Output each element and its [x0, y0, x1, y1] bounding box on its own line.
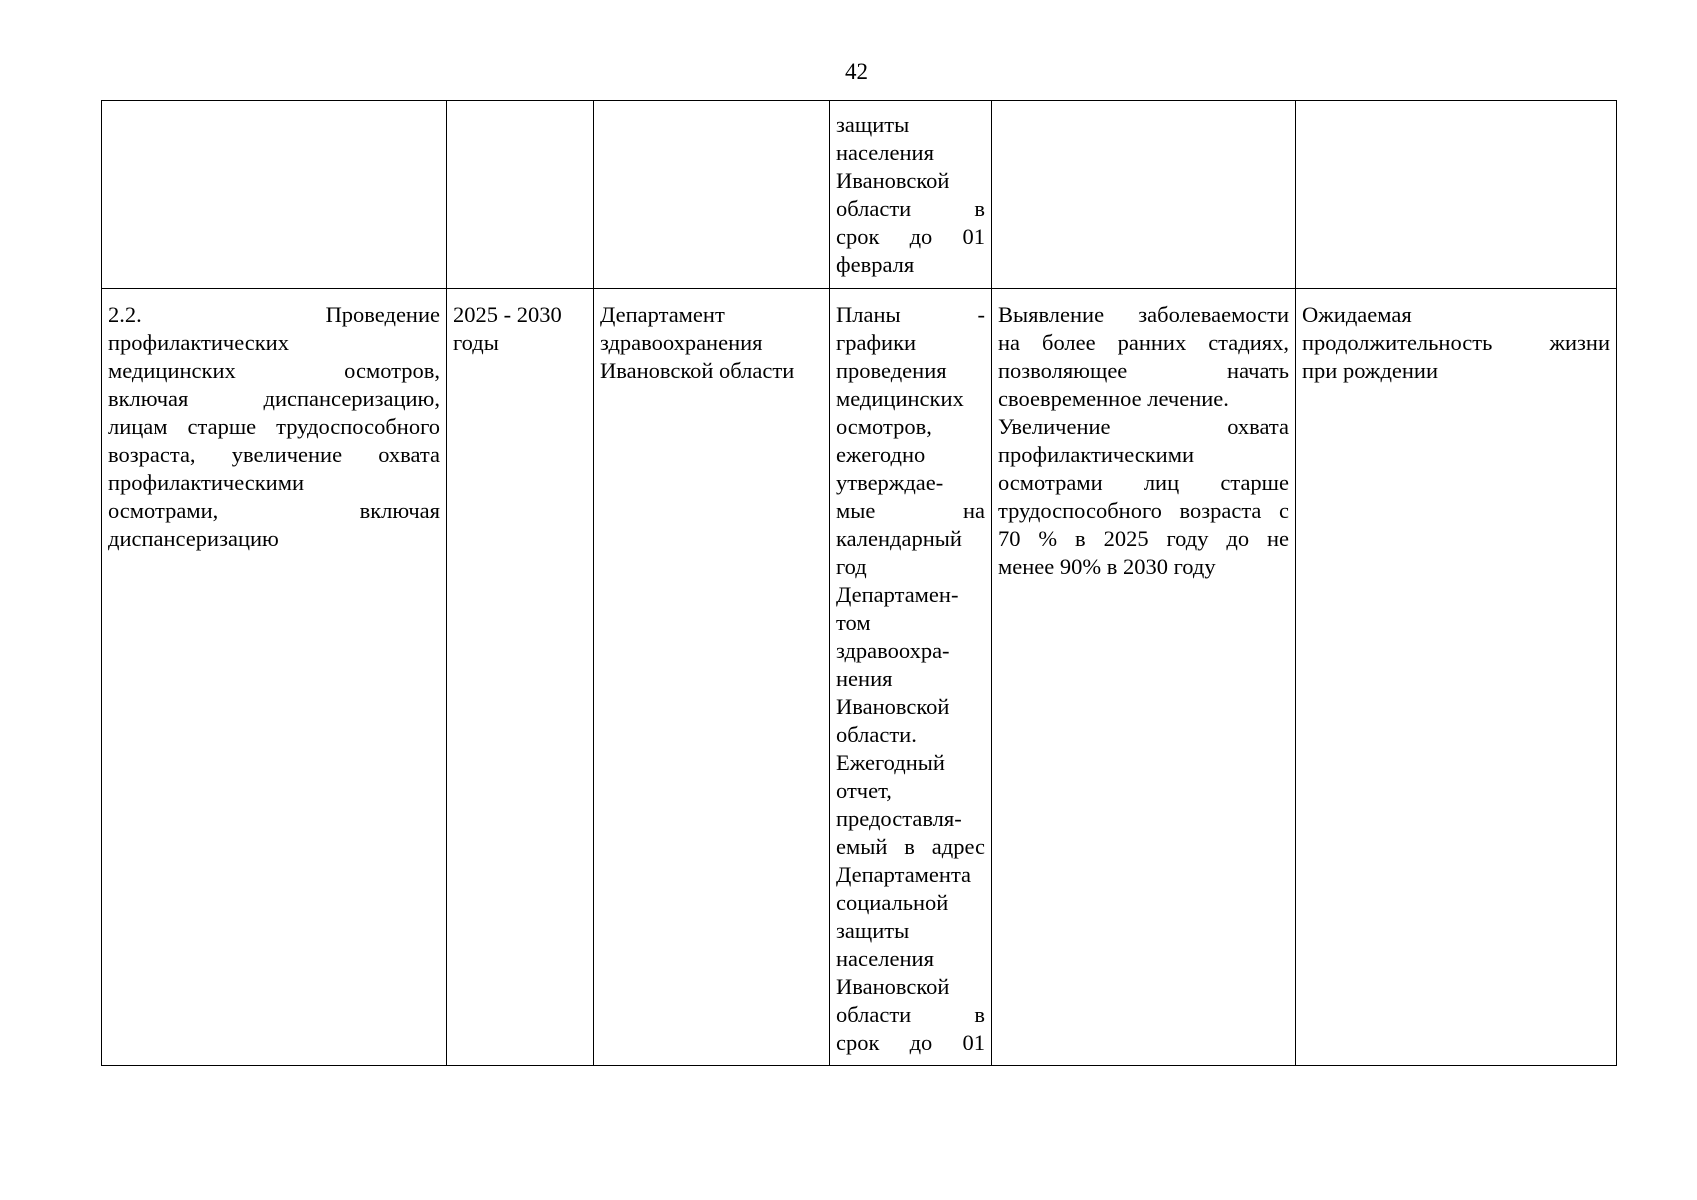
page-number: 42 [845, 59, 868, 84]
text-line: профилактическими [108, 470, 304, 495]
text-line: населения [836, 140, 934, 165]
text-line: Департамен- [836, 582, 959, 607]
text-line: том [836, 610, 871, 635]
text-line: профилактическими [998, 442, 1194, 467]
text-line: Ивановской области [600, 358, 795, 383]
table-row-2-2 [102, 289, 1617, 1066]
text-line: своевременное лечение. [998, 386, 1229, 411]
text-line: включая диспансеризацию, [108, 386, 440, 411]
text-line: здравоохра- [836, 638, 950, 663]
text-line: медицинских [836, 386, 964, 411]
text-line: осмотрами лиц старше [998, 470, 1289, 495]
text-line: Ожидаемая [1302, 302, 1412, 327]
cell-document [830, 289, 992, 1066]
text-line: защиты [836, 918, 910, 943]
text-line: Департамент [600, 302, 725, 327]
cell-measure [102, 289, 447, 1066]
text-line: на более ранних стадиях, [998, 330, 1289, 355]
text-line: отчет, [836, 778, 892, 803]
text-line: менее 90% в 2030 году [998, 554, 1216, 579]
text-line: утверждае- [836, 470, 944, 495]
text-line: Ивановской [836, 168, 950, 193]
text-line: год [836, 554, 867, 579]
text-line: ежегодно [836, 442, 926, 467]
text-line: Ежегодный [836, 750, 945, 775]
text-line: срок до 01 [836, 224, 985, 249]
text-line: Ивановской [836, 974, 950, 999]
text-line: 2025 - 2030 [453, 302, 562, 327]
text-line: области в [836, 1002, 985, 1027]
text-line: графики [836, 330, 917, 355]
text-line: профилактических [108, 330, 289, 355]
text-line: медицинских осмотров, [108, 358, 440, 383]
cell-indicator [1296, 289, 1617, 1066]
text-line: мые на [836, 498, 985, 523]
text-line: предоставля- [836, 806, 962, 831]
text-line: Ивановской [836, 694, 950, 719]
text-line: 2.2. Проведение [108, 302, 440, 327]
cell-measure-empty [102, 101, 447, 289]
text-line: февраля [836, 252, 915, 277]
text-line: лицам старше трудоспособного [108, 414, 440, 439]
text-line: проведения [836, 358, 947, 383]
text-line: срок до 01 [836, 1030, 985, 1055]
text-line: трудоспособного возраста с [998, 498, 1289, 523]
text-line: здравоохранения [600, 330, 763, 355]
text-line: Планы - [836, 302, 985, 327]
cell-period-empty [447, 101, 594, 289]
table-row-continuation [102, 101, 1617, 289]
cell-responsible [594, 289, 830, 1066]
text-line: емый в адрес [836, 834, 985, 859]
text-line: 70 % в 2025 году до не [998, 526, 1289, 551]
measures-table [101, 100, 1617, 1066]
text-line: осмотров, [836, 414, 932, 439]
text-line: диспансеризацию [108, 526, 279, 551]
text-line: Выявление заболеваемости [998, 302, 1289, 327]
text-line: осмотрами, включая [108, 498, 440, 523]
cell-responsible-empty [594, 101, 830, 289]
text-line: защиты [836, 112, 910, 137]
cell-period [447, 289, 594, 1066]
text-line: Департамента [836, 862, 972, 887]
text-line: Увеличение охвата [998, 414, 1289, 439]
text-line: нения [836, 666, 893, 691]
text-line: области. [836, 722, 917, 747]
text-line: области в [836, 196, 985, 221]
text-line: при рождении [1302, 358, 1438, 383]
text-line: годы [453, 330, 499, 355]
text-line: возраста, увеличение охвата [108, 442, 440, 467]
text-line: позволяющее начать [998, 358, 1289, 383]
cell-indicator-empty [1296, 101, 1617, 289]
text-line: социальной [836, 890, 949, 915]
text-line: продолжительность жизни [1302, 330, 1610, 355]
text-line: населения [836, 946, 934, 971]
cell-result [992, 289, 1296, 1066]
text-line: календарный [836, 526, 962, 551]
cell-result-empty [992, 101, 1296, 289]
cell-document-continuation [830, 101, 992, 289]
